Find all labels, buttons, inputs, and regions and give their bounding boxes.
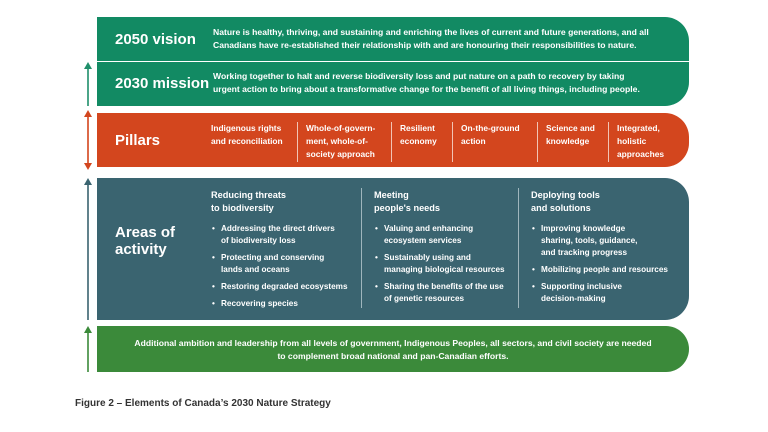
figure-caption: Figure 2 – Elements of Canada’s 2030 Nature Strategy — [75, 398, 331, 409]
list-item: • Protecting and conserving lands and oceans — [211, 252, 361, 276]
areas-panel — [97, 178, 689, 320]
pillar-science-knowledge: Science and knowledge — [546, 123, 595, 146]
footer-panel — [97, 326, 689, 372]
pillar-integrated-holistic: Integrated, holistic approaches — [617, 123, 665, 159]
area-divider — [518, 188, 519, 308]
list-item: • Mobilizing people and resources — [531, 264, 681, 276]
mission-title: 2030 mission — [115, 75, 210, 92]
list-item: • Supporting inclusive decision-making — [531, 281, 681, 305]
list-item: • Sustainably using and managing biological resources — [374, 252, 524, 276]
pillar-resilient-economy: Resilient economy — [400, 123, 437, 146]
pillar-whole-of-government: Whole-of-govern- ment, whole-of- society approach — [306, 123, 376, 159]
area-column-meeting-needs — [374, 189, 524, 310]
list-item: • Valuing and enhancing ecosystem services — [374, 223, 524, 247]
footer-text: Additional ambition and leadership from all levels of government, Indigenous Peoples, all sectors, and civil society are needed to complement broad national and pan-Canadian efforts. — [134, 338, 652, 361]
vision-panel — [97, 17, 689, 61]
pillar-indigenous-rights: Indigenous rights and reconciliation — [211, 123, 283, 146]
list-item: • Sharing the benefits of the use of genetic resources — [374, 281, 524, 305]
area-heading: Deploying tools and solutions — [531, 190, 600, 213]
list-item: • Recovering species — [211, 298, 361, 310]
pillars-title: Pillars — [115, 132, 161, 149]
area-column-deploying-tools — [531, 189, 681, 310]
pillars-double-arrow-icon — [84, 110, 92, 170]
vision-text: Nature is healthy, thriving, and sustaining and enriching the lives of current and future generations, and all Canadians have re-established their relationship with and are honouring their responsibilities to nature. — [213, 27, 649, 50]
areas-arrow-icon — [84, 178, 92, 320]
pillars-panel — [97, 113, 689, 167]
pillar-on-the-ground-action: On-the-ground action — [461, 123, 520, 146]
mission-text: Working together to halt and reverse biodiversity loss and put nature on a path to recovery by taking urgent action to bring about a transformative change for the benefit of all living things, including people. — [213, 71, 640, 94]
list-item: • Improving knowledge sharing, tools, guidance, and tracking progress — [531, 223, 681, 259]
list-item: • Restoring degraded ecosystems — [211, 281, 361, 293]
mission-panel — [97, 62, 689, 106]
area-column-reducing-threats — [211, 189, 361, 315]
footer-arrow-icon — [84, 326, 92, 372]
area-divider — [361, 188, 362, 308]
vision-title: 2050 vision — [115, 31, 196, 48]
vision-arrow-icon — [84, 62, 92, 106]
area-bullet-list — [531, 223, 681, 305]
list-item: • Addressing the direct drivers of biodiversity loss — [211, 223, 361, 247]
area-heading: Meeting people's needs — [374, 190, 441, 213]
area-heading: Reducing threats to biodiversity — [211, 190, 287, 213]
areas-title: Areas of activity — [115, 224, 176, 258]
area-bullet-list — [374, 223, 524, 305]
area-bullet-list — [211, 223, 361, 310]
